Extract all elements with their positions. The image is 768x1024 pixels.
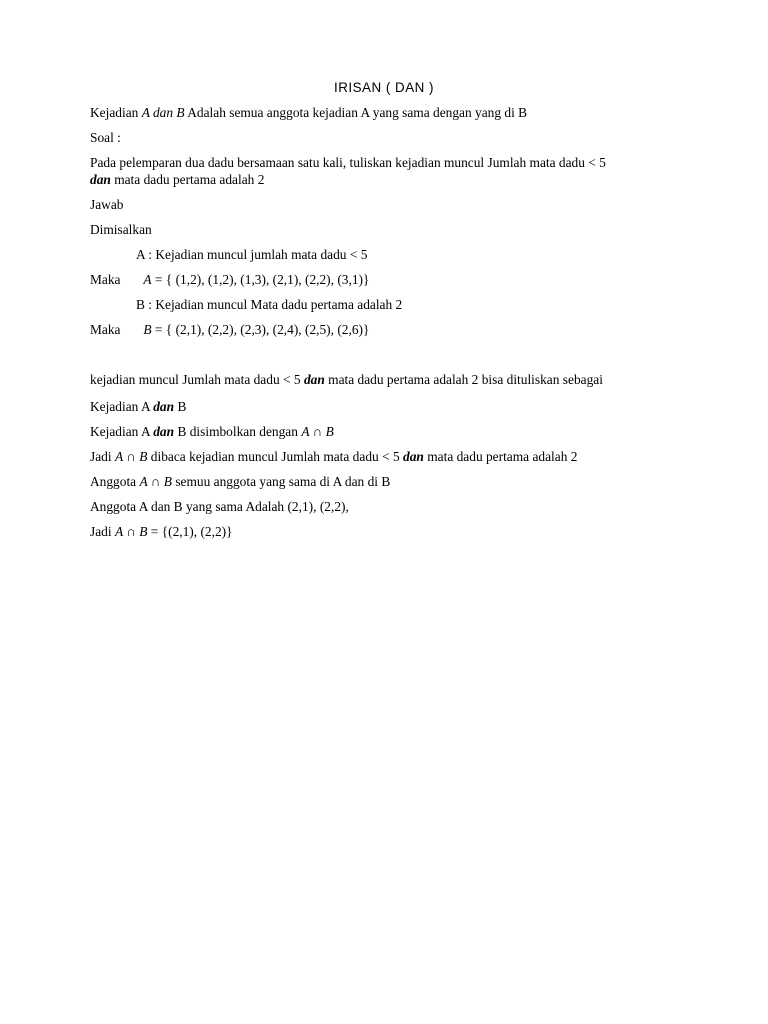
paragraph-4-a: Jadi [90, 449, 112, 464]
page-title: IRISAN ( DAN ) [334, 80, 434, 95]
intersection-symbol: A ∩ B [139, 474, 172, 489]
definition-a: A : Kejadian muncul jumlah mata dadu < 5 [136, 247, 368, 262]
paragraph-3-a: Kejadian A [90, 424, 150, 439]
paragraph-3 [90, 423, 334, 440]
maka-label: Maka [90, 322, 121, 337]
dan-word: dan [153, 399, 175, 414]
dan-word: dan [403, 449, 424, 464]
intersection-symbol: A ∩ B [114, 524, 148, 539]
paragraph-4-b: dibaca kejadian muncul Jumlah mata dadu < 5 [150, 449, 400, 464]
set-b-line [90, 321, 369, 338]
dan-word: dan [303, 372, 325, 387]
paragraph-5-b: semuu anggota yang sama di A dan di B [175, 474, 391, 489]
paragraph-1 [90, 371, 603, 388]
soal-line-1: Pada pelemparan dua dadu bersamaan satu kali, tuliskan kejadian muncul Jumlah mata dadu < 5 [90, 155, 606, 170]
paragraph-6: Anggota A dan B yang sama Adalah (2,1), (2,2), [90, 499, 349, 514]
paragraph-2-b: B [177, 399, 187, 414]
soal-label: Soal : [90, 130, 121, 145]
paragraph-7 [90, 523, 233, 540]
set-a-elements: = { (1,2), (1,2), (1,3), (2,1), (2,2), (3,1)} [154, 272, 370, 287]
soal-line-2-rest: mata dadu pertama adalah 2 [114, 172, 265, 187]
set-b-elements: = { (2,1), (2,2), (2,3), (2,4), (2,5), (2,6)} [154, 322, 370, 337]
soal-line-2 [90, 171, 264, 188]
paragraph-4-c: mata dadu pertama adalah 2 [427, 449, 578, 464]
jawab-label: Jawab [90, 197, 124, 212]
definition-b: B : Kejadian muncul Mata dadu pertama adalah 2 [136, 297, 403, 312]
paragraph-4 [90, 448, 577, 465]
paragraph-1-b: mata dadu pertama adalah 2 bisa dituliskan sebagai [328, 372, 603, 387]
set-b-var: B [143, 322, 152, 337]
paragraph-2 [90, 398, 186, 415]
intersection-symbol: A ∩ B [114, 449, 148, 464]
result-set: = {(2,1), (2,2)} [150, 524, 233, 539]
paragraph-2-a: Kejadian A [90, 399, 150, 414]
intersection-symbol: A ∩ B [301, 424, 334, 439]
paragraph-1-a: kejadian muncul Jumlah mata dadu < 5 [90, 372, 301, 387]
paragraph-7-a: Jadi [90, 524, 112, 539]
paragraph-5-a: Anggota [90, 474, 137, 489]
paragraph-3-b: B disimbolkan dengan [177, 424, 298, 439]
set-a-line [90, 271, 369, 288]
dimisalkan-label: Dimisalkan [90, 222, 152, 237]
set-a-var: A [143, 272, 152, 287]
paragraph-5 [90, 473, 390, 490]
definition-math: A dan B [141, 105, 185, 120]
dan-word: dan [153, 424, 175, 439]
definition-pre: Kejadian [90, 105, 139, 120]
definition-post: Adalah semua anggota kejadian A yang sama dengan yang di B [187, 105, 528, 120]
maka-label: Maka [90, 272, 121, 287]
definition-line [90, 104, 527, 121]
dan-word: dan [90, 172, 111, 187]
